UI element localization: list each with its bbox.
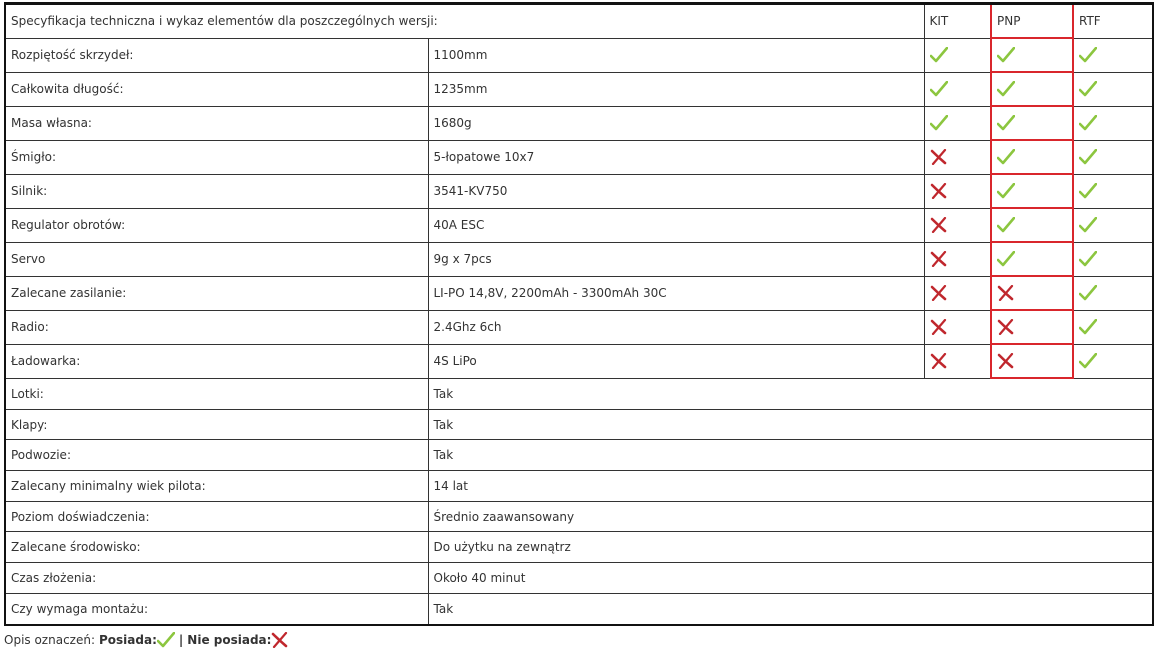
- kit-cell: [924, 310, 991, 344]
- check-icon: [997, 81, 1072, 97]
- table-row: [5, 242, 1153, 276]
- pnp-cell: [991, 344, 1073, 378]
- table-row: [5, 471, 1153, 502]
- row-label: Masa własna:: [5, 106, 428, 140]
- table-row: [5, 72, 1153, 106]
- row-value: Do użytku na zewnątrz: [428, 532, 1153, 563]
- row-value: 1235mm: [428, 72, 924, 106]
- table-row: [5, 174, 1153, 208]
- check-icon: [1079, 149, 1152, 165]
- row-label: Klapy:: [5, 409, 428, 440]
- rtf-cell: [1073, 276, 1153, 310]
- cross-icon: [930, 319, 991, 335]
- table-row: [5, 501, 1153, 532]
- table-row: [5, 593, 1153, 624]
- cross-icon: [997, 319, 1072, 335]
- row-label: Ładowarka:: [5, 344, 428, 378]
- header-pnp: PNP: [991, 4, 1073, 39]
- check-icon: [1079, 285, 1152, 301]
- row-value: LI-PO 14,8V, 2200mAh - 3300mAh 30C: [428, 276, 924, 310]
- table-row: [5, 310, 1153, 344]
- kit-cell: [924, 242, 991, 276]
- table-row: [5, 440, 1153, 471]
- cross-icon: [271, 632, 289, 648]
- row-label: Lotki:: [5, 378, 428, 409]
- kit-cell: [924, 174, 991, 208]
- legend-has-label: Posiada:: [99, 633, 157, 647]
- rtf-cell: [1073, 344, 1153, 378]
- row-label: Radio:: [5, 310, 428, 344]
- check-icon: [157, 632, 175, 648]
- check-icon: [1079, 47, 1152, 63]
- legend-prefix: Opis oznaczeń:: [4, 633, 95, 647]
- row-value: 4S LiPo: [428, 344, 924, 378]
- check-icon: [997, 251, 1072, 267]
- row-value: 1100mm: [428, 38, 924, 72]
- cross-icon: [930, 251, 991, 267]
- header-rtf: RTF: [1073, 4, 1153, 39]
- table-row: [5, 409, 1153, 440]
- kit-cell: [924, 72, 991, 106]
- table-row: [5, 208, 1153, 242]
- rtf-cell: [1073, 38, 1153, 72]
- table-row: [5, 276, 1153, 310]
- row-label: Zalecane środowisko:: [5, 532, 428, 563]
- row-value: Średnio zaawansowany: [428, 501, 1153, 532]
- pnp-cell: [991, 174, 1073, 208]
- row-value: 1680g: [428, 106, 924, 140]
- kit-cell: [924, 276, 991, 310]
- kit-cell: [924, 140, 991, 174]
- pnp-cell: [991, 106, 1073, 140]
- table-row: [5, 140, 1153, 174]
- rtf-cell: [1073, 174, 1153, 208]
- header-row: [5, 4, 1153, 39]
- table-row: [5, 378, 1153, 409]
- spec-table: [4, 2, 1154, 626]
- check-icon: [1079, 217, 1152, 233]
- row-label: Czas złożenia:: [5, 563, 428, 594]
- row-label: Zalecany minimalny wiek pilota:: [5, 471, 428, 502]
- pnp-cell: [991, 38, 1073, 72]
- legend: [4, 629, 289, 651]
- table-row: [5, 38, 1153, 72]
- rtf-cell: [1073, 310, 1153, 344]
- rtf-cell: [1073, 242, 1153, 276]
- check-icon: [997, 115, 1072, 131]
- cross-icon: [930, 183, 991, 199]
- kit-cell: [924, 106, 991, 140]
- cross-icon: [930, 285, 991, 301]
- legend-separator: |: [178, 633, 184, 647]
- row-value: 5-łopatowe 10x7: [428, 140, 924, 174]
- check-icon: [1079, 115, 1152, 131]
- table-row: [5, 106, 1153, 140]
- cross-icon: [930, 217, 991, 233]
- pnp-cell: [991, 208, 1073, 242]
- check-icon: [1079, 183, 1152, 199]
- table-row: [5, 344, 1153, 378]
- row-value: 3541-KV750: [428, 174, 924, 208]
- pnp-cell: [991, 72, 1073, 106]
- spec-table-body: [5, 4, 1153, 625]
- rtf-cell: [1073, 72, 1153, 106]
- cross-icon: [930, 353, 991, 369]
- table-row: [5, 563, 1153, 594]
- row-value: Tak: [428, 378, 1153, 409]
- rtf-cell: [1073, 106, 1153, 140]
- check-icon: [997, 217, 1072, 233]
- check-icon: [1079, 81, 1152, 97]
- row-value: 40A ESC: [428, 208, 924, 242]
- check-icon: [997, 149, 1072, 165]
- legend-not-has-label: Nie posiada:: [187, 633, 272, 647]
- rtf-cell: [1073, 140, 1153, 174]
- pnp-cell: [991, 242, 1073, 276]
- kit-cell: [924, 38, 991, 72]
- cross-icon: [997, 353, 1072, 369]
- row-value: 14 lat: [428, 471, 1153, 502]
- row-label: Poziom doświadczenia:: [5, 501, 428, 532]
- rtf-cell: [1073, 208, 1153, 242]
- header-title: Specyfikacja techniczna i wykaz elementów dla poszczególnych wersji:: [5, 4, 924, 39]
- pnp-cell: [991, 276, 1073, 310]
- row-label: Regulator obrotów:: [5, 208, 428, 242]
- check-icon: [1079, 319, 1152, 335]
- check-icon: [930, 81, 991, 97]
- check-icon: [930, 47, 991, 63]
- pnp-cell: [991, 140, 1073, 174]
- check-icon: [930, 115, 991, 131]
- check-icon: [997, 47, 1072, 63]
- row-value: 9g x 7pcs: [428, 242, 924, 276]
- row-label: Śmigło:: [5, 140, 428, 174]
- kit-cell: [924, 344, 991, 378]
- row-value: Tak: [428, 593, 1153, 624]
- pnp-cell: [991, 310, 1073, 344]
- cross-icon: [930, 149, 991, 165]
- check-icon: [1079, 251, 1152, 267]
- row-label: Całkowita długość:: [5, 72, 428, 106]
- row-value: Około 40 minut: [428, 563, 1153, 594]
- row-value: Tak: [428, 440, 1153, 471]
- kit-cell: [924, 208, 991, 242]
- check-icon: [1079, 353, 1152, 369]
- row-value: 2.4Ghz 6ch: [428, 310, 924, 344]
- row-label: Silnik:: [5, 174, 428, 208]
- row-value: Tak: [428, 409, 1153, 440]
- row-label: Czy wymaga montażu:: [5, 593, 428, 624]
- row-label: Podwozie:: [5, 440, 428, 471]
- header-kit: KIT: [924, 4, 991, 39]
- row-label: Servo: [5, 242, 428, 276]
- row-label: Zalecane zasilanie:: [5, 276, 428, 310]
- table-row: [5, 532, 1153, 563]
- row-label: Rozpiętość skrzydeł:: [5, 38, 428, 72]
- check-icon: [997, 183, 1072, 199]
- cross-icon: [997, 285, 1072, 301]
